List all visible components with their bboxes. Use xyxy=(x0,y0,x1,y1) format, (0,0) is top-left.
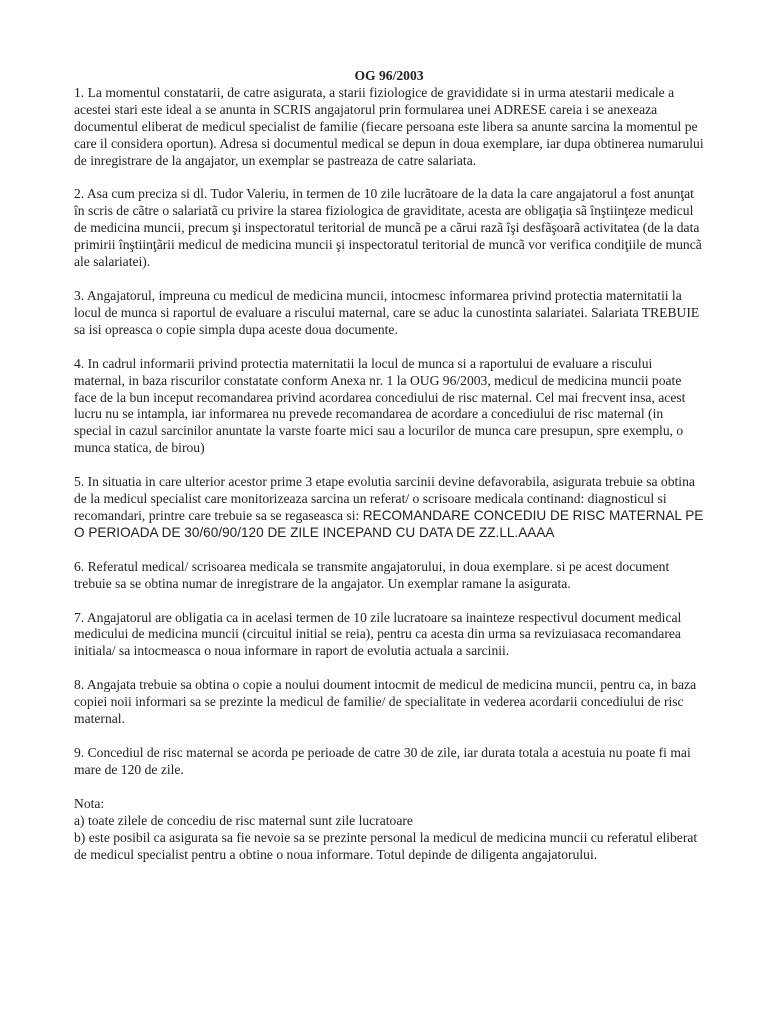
paragraph-8: 8. Angajata trebuie sa obtina o copie a noului doument intocmit de medicul de medicina muncii, pentru ca, in baza copiei noii informari sa se prezinte la medicul de familie/ de specialitate in vederea acordarii concediului de risc maternal. xyxy=(74,677,697,727)
paragraph-5-recommendation: RECOMANDARE CONCEDIU DE RISC MATERNAL PE O PERIOADA DE 30/60/90/120 DE ZILE INCEPAND CU DATA DE ZZ.LL.AAAA xyxy=(74,507,704,540)
nota-section xyxy=(74,796,704,864)
paragraph-2: 2. Asa cum preciza si dl. Tudor Valeriu, in termen de 10 zile lucrãtoare de la data la care angajatorul a fost anunţat în scris de cãtre o salariatã cu privire la starea fiziologica de graviditate, acesta are obligaţia sã înştiinţeze medicul de medicina muncii, precum şi inspectoratul teritorial de muncã pe a cãrui razã îşi desfãşoarã activitatea (de la data primirii înştiinţãrii medicul de medicina muncii şi inspectoratul teritorial de muncã vor verifica condiţiile de muncã ale salariatei). xyxy=(74,186,702,270)
paragraph-1: 1. La momentul constatarii, de catre asigurata, a starii fiziologice de gravididate si in urma atestarii medicale a acestei stari este ideal a se anunta in SCRIS angajatorul prin formularea unei ADRESE careia i se anexeaza documentul eliberat de medicul specialist de familie (fiecare persoana este libera sa anunte sarcina la momentul pe care il considera oportun). Adresa si documentul medical se depun in doua exemplare, iar dupa obtinerea numarului de inregistrare de la angajator, un exemplar se pastreaza de catre salariata. xyxy=(74,84,704,168)
nota-item-b: b) este posibil ca asigurata sa fie nevoie sa se prezinte personal la medicul de medicina muncii cu referatul eliberat de medicul specialist pentru a obtine o noua informare. Totul depinde de diligenta angajatorului. xyxy=(74,829,698,862)
paragraph-9: 9. Concediul de risc maternal se acorda pe perioade de catre 30 de zile, iar durata totala a acestuia nu poate fi mai mare de 120 de zile. xyxy=(74,745,691,777)
paragraph-4: 4. In cadrul informarii privind protectia maternitatii la locul de munca si a raportului de evaluare a riscului maternal, in baza riscurilor constatate conform Anexa nr. 1 la OUG 96/2003, medicul de medicina muncii poate face de la bun inceput recomandarea privind acordarea concediului de risc maternal. Cel mai frecvent insa, acest lucru nu se intampla, iar informarea nu prevede recomandarea de acordare a concediului de risc maternal (in special in cazul sarcinilor anuntate la varste foarte mici sau a locurilor de munca care presupun, spre exemplu, o munca statica, de birou) xyxy=(74,355,686,456)
paragraph-3: 3. Angajatorul, impreuna cu medicul de medicina muncii, intocmesc informarea privind protectia maternitatii la locul de munca si raportul de evaluare a riscului maternal, care se aduc la cunostinta salariatei. Salariata TREBUIE sa isi opreasca o copie simpla dupa aceste doua documente. xyxy=(74,287,700,337)
document-body xyxy=(74,68,704,863)
nota-item-a: a) toate zilele de concediu de risc maternal sunt zile lucratoare xyxy=(74,812,413,828)
document-title: OG 96/2003 xyxy=(354,68,424,83)
paragraph-5-text: 5. In situatia in care ulterior acestor prime 3 etape evolutia sarcinii devine defavorabila, asigurata trebuie sa obtina de la medicul specialist care monitorizeaza sarcina un referat/ o scrisoare medicala continand: diagnosticul si recomandari, printre care trebuie sa se regaseasca si: xyxy=(74,474,695,523)
paragraph-6: 6. Referatul medical/ scrisoarea medicala se transmite angajatorului, in doua exemplare. si pe acest document trebuie sa se obtina numar de inregistrare de la angajator. Un exemplar ramane la asigurata. xyxy=(74,558,670,591)
nota-label: Nota: xyxy=(74,795,105,811)
paragraph-7: 7. Angajatorul are obligatia ca in acelasi termen de 10 zile lucratoare sa inainteze respectivul document medical medicului de medicina muncii (circuitul initial se reia), pentru ca acesta din urma sa revizuiasaca recomandarea initiala/ sa intocmeasca o noua informare in raport de evolutia actuala a sarcinii. xyxy=(74,609,682,659)
paragraph-5 xyxy=(74,474,704,542)
